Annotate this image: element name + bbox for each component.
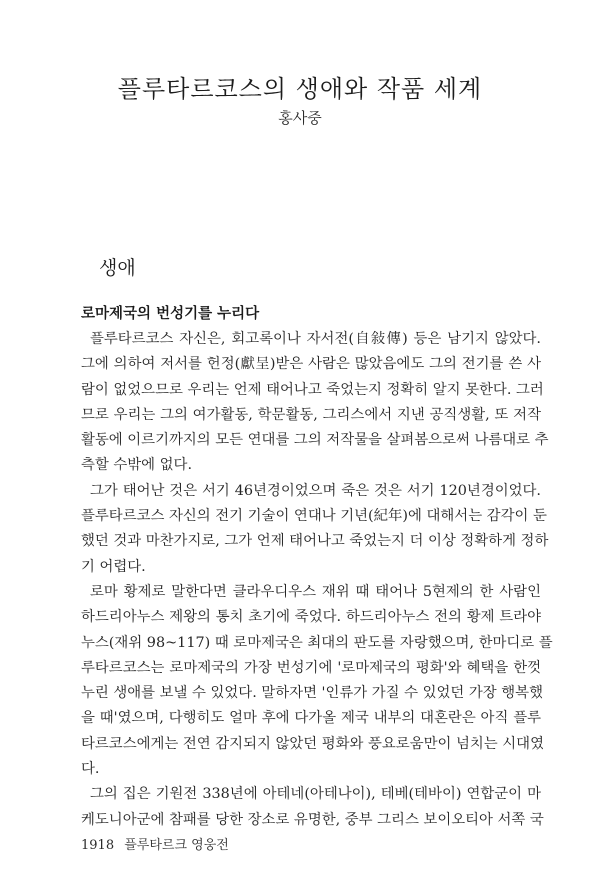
book-title: 플루타르크 영웅전 bbox=[124, 838, 229, 853]
text-line: 그의 집은 기원전 338년에 아테네(아테나이), 테베(테바이) 연합군이 마 bbox=[90, 786, 541, 803]
text-line: 므로 우리는 그의 여가활동, 학문활동, 그리스에서 지낸 공직생활, 또 저작 bbox=[81, 406, 541, 423]
text-line: 기 어렵다. bbox=[81, 558, 146, 575]
page-footer bbox=[81, 837, 229, 855]
text-line: 을 때'였으며, 다행히도 얼마 후에 다가올 제국 내부의 대혼란은 아직 플루 bbox=[81, 710, 541, 727]
text-line: 측할 수밖에 없다. bbox=[81, 457, 193, 474]
text-line: 누스(재위 98~117) 때 로마제국은 최대의 판도를 자랑했으며, 한마디로 플 bbox=[81, 634, 553, 651]
text-line: 케도니아군에 참패를 당한 장소로 유명한, 중부 그리스 보이오티아 서쪽 국 bbox=[81, 811, 544, 828]
text-line: 그에 의하여 저서를 헌정(獻呈)받은 사람은 많았음에도 그의 전기를 쓴 사 bbox=[81, 356, 541, 373]
page-number: 1918 bbox=[81, 838, 115, 853]
text-line: 타르코스에게는 전연 감지되지 않았던 평화와 풍요로움만이 넘치는 시대였 bbox=[81, 735, 544, 752]
text-line: 플루타르코스 자신의 전기 기술이 연대나 기년(紀年)에 대해서는 감각이 둔 bbox=[81, 508, 547, 525]
text-line: 누린 생애를 보낼 수 있었다. 말하자면 '인류가 가질 수 있었던 가장 행복했 bbox=[81, 685, 543, 702]
author-name: 홍사중 bbox=[278, 109, 322, 127]
text-line: 했던 것과 마찬가지로, 그가 언제 태어나고 죽었는지 더 이상 정확하게 정하 bbox=[81, 533, 549, 550]
section-heading: 생애 bbox=[99, 257, 136, 279]
text-line: 다. bbox=[81, 761, 100, 778]
text-line: 하드리아누스 제왕의 통치 초기에 죽었다. 하드리아누스 전의 황제 트라야 bbox=[81, 609, 541, 626]
text-line: 플루타르코스 자신은, 회고록이나 자서전(自敍傳) 등은 남기지 않았다. bbox=[90, 331, 541, 347]
text-line: 로마 황제로 말한다면 클라우디우스 재위 때 태어나 5현제의 한 사람인 bbox=[90, 583, 541, 600]
text-line: 그가 태어난 것은 서기 46년경이었으며 죽은 것은 서기 120년경이었다. bbox=[90, 482, 541, 499]
text-line: 루타르코스는 로마제국의 가장 번성기에 '로마제국의 평화'와 혜택을 한껏 bbox=[81, 659, 541, 676]
body-text bbox=[81, 327, 553, 833]
text-line: 람이 없었으므로 우리는 언제 태어나고 죽었는지 정확히 알지 못한다. 그러 bbox=[81, 381, 544, 398]
text-line: 활동에 이르기까지의 모든 연대를 그의 저작물을 살펴봄으로써 나름대로 추 bbox=[81, 432, 549, 449]
subsection-heading: 로마제국의 번성기를 누리다 bbox=[81, 306, 260, 322]
page-title: 플루타르코스의 생애와 작품 세계 bbox=[117, 75, 483, 103]
